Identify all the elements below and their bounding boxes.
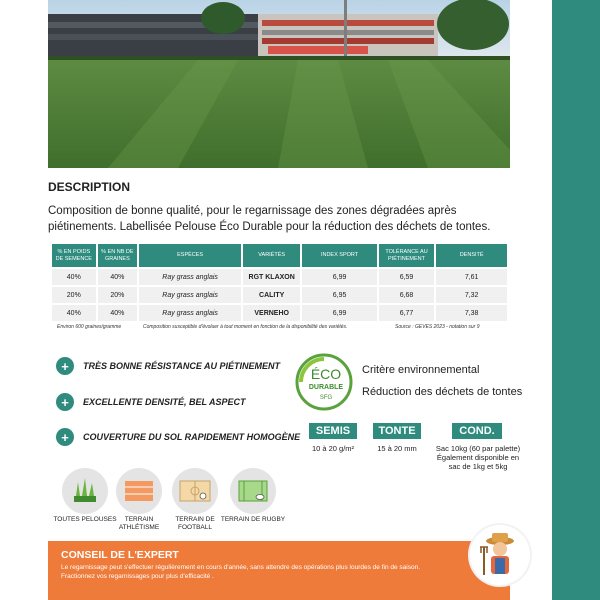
cell-weight-percent: 40% — [52, 305, 96, 321]
cell-density: 7,38 — [436, 305, 507, 321]
cell-trampling-tolerance: 6,77 — [379, 305, 435, 321]
spec-label-tonte: TONTE — [373, 423, 421, 439]
eco-reduction-text: Réduction des déchets de tontes — [362, 386, 523, 398]
gardener-avatar-icon — [470, 525, 530, 585]
feature-label: COUVERTURE DU SOL RAPIDEMENT HOMOGÈNE — [83, 432, 301, 442]
table-row — [52, 269, 507, 285]
header-seed-count-percent: % EN NB DE GRAINES — [98, 244, 138, 267]
cell-weight-percent: 20% — [52, 287, 96, 303]
rugby-field-icon — [230, 468, 276, 514]
cell-species: Ray grass anglais — [139, 305, 241, 321]
feature-item — [56, 357, 280, 375]
plus-icon: + — [56, 393, 74, 411]
eco-logo-brand-text: SFG — [319, 395, 333, 401]
expert-advice-box — [48, 541, 510, 600]
spec-label-semis: SEMIS — [309, 423, 357, 439]
cell-trampling-tolerance: 6,68 — [379, 287, 435, 303]
use-label-athletics: TERRAIN ATHLÉTISME — [118, 516, 160, 531]
cell-weight-percent: 40% — [52, 269, 96, 285]
header-trampling-tolerance: TOLÉRANCE AU PIÉTINEMENT — [379, 244, 435, 267]
feature-item — [56, 428, 300, 446]
eco-logo-sub-text: DURABLE — [308, 384, 344, 391]
cell-variety: RGT KLAXON — [243, 269, 300, 285]
grass-icon — [62, 468, 108, 514]
spec-value-tonte: 15 à 20 mm — [377, 444, 417, 453]
header-density: DENSITÉ — [436, 244, 507, 267]
cell-seed-count-percent: 40% — [98, 269, 138, 285]
cell-variety: VERNEHO — [243, 305, 300, 321]
eco-durable-logo — [293, 352, 355, 412]
eco-logo-main-text: ÉCO — [310, 366, 342, 382]
cell-density: 7,61 — [436, 269, 507, 285]
use-label-all-lawns: TOUTES PELOUSES — [53, 516, 117, 523]
description-text: Composition de bonne qualité, pour le regarnissage des zones dégradées après piétinements. Labellisée Pelouse Éco Durable pour la réduction des déchets de tontes. — [48, 205, 491, 233]
table-header-row — [52, 244, 507, 267]
expert-advice-title: CONSEIL DE L'EXPERT — [61, 549, 179, 561]
side-accent-bar — [552, 0, 600, 600]
cell-sport-index: 6,99 — [302, 305, 376, 321]
note-seed-count: Environ 600 graines/gramme — [57, 324, 122, 330]
football-field-icon — [172, 468, 218, 514]
spec-label-cond: COND. — [452, 423, 502, 439]
note-composition: Composition susceptible d'évoluer à tout moment en fonction de la disponibilité des variétés. — [143, 324, 348, 330]
cell-density: 7,32 — [436, 287, 507, 303]
cell-sport-index: 6,99 — [302, 269, 376, 285]
header-species: ESPÈCES — [139, 244, 241, 267]
plus-icon: + — [56, 357, 74, 375]
table-row — [52, 305, 507, 321]
header-varieties: VARIÉTÉS — [243, 244, 300, 267]
seed-composition-table — [50, 242, 509, 323]
spec-value-semis: 10 à 20 g/m² — [311, 444, 355, 453]
feature-item — [56, 393, 246, 411]
use-label-football: TERRAIN DE FOOTBALL — [175, 516, 215, 531]
description-title: DESCRIPTION — [48, 180, 131, 194]
eco-criterion-text: Critère environnemental — [362, 364, 480, 376]
cell-species: Ray grass anglais — [139, 287, 241, 303]
use-label-rugby: TERRAIN DE RUGBY — [220, 516, 286, 523]
cell-species: Ray grass anglais — [139, 269, 241, 285]
cell-variety: CALITY — [243, 287, 300, 303]
expert-advice-text: Le regarnissage peut s'effectuer régulièrement en cours d'année, sans attendre des opérations plus lourdes de fin de saison. Fractionnez vos regarnissages pour plus d'efficacité . — [61, 564, 421, 580]
feature-label: EXCELLENTE DENSITÉ, BEL ASPECT — [83, 397, 246, 407]
cell-trampling-tolerance: 6,59 — [379, 269, 435, 285]
table-row — [52, 287, 507, 303]
stadium-photo — [48, 0, 510, 168]
cell-sport-index: 6,95 — [302, 287, 376, 303]
spec-value-cond: Sac 10kg (60 par palette) Également disponible en sac de 1kg et 5kg — [435, 444, 521, 471]
feature-label: TRÈS BONNE RÉSISTANCE AU PIÉTINEMENT — [83, 361, 281, 371]
note-source: Source : GEVES 2023 - notation sur 9 — [395, 324, 480, 330]
plus-icon: + — [56, 428, 74, 446]
header-sport-index: INDEX SPORT — [302, 244, 376, 267]
header-weight-percent: % EN POIDS DE SEMENCE — [52, 244, 96, 267]
cell-seed-count-percent: 20% — [98, 287, 138, 303]
athletics-track-icon — [116, 468, 162, 514]
cell-seed-count-percent: 40% — [98, 305, 138, 321]
